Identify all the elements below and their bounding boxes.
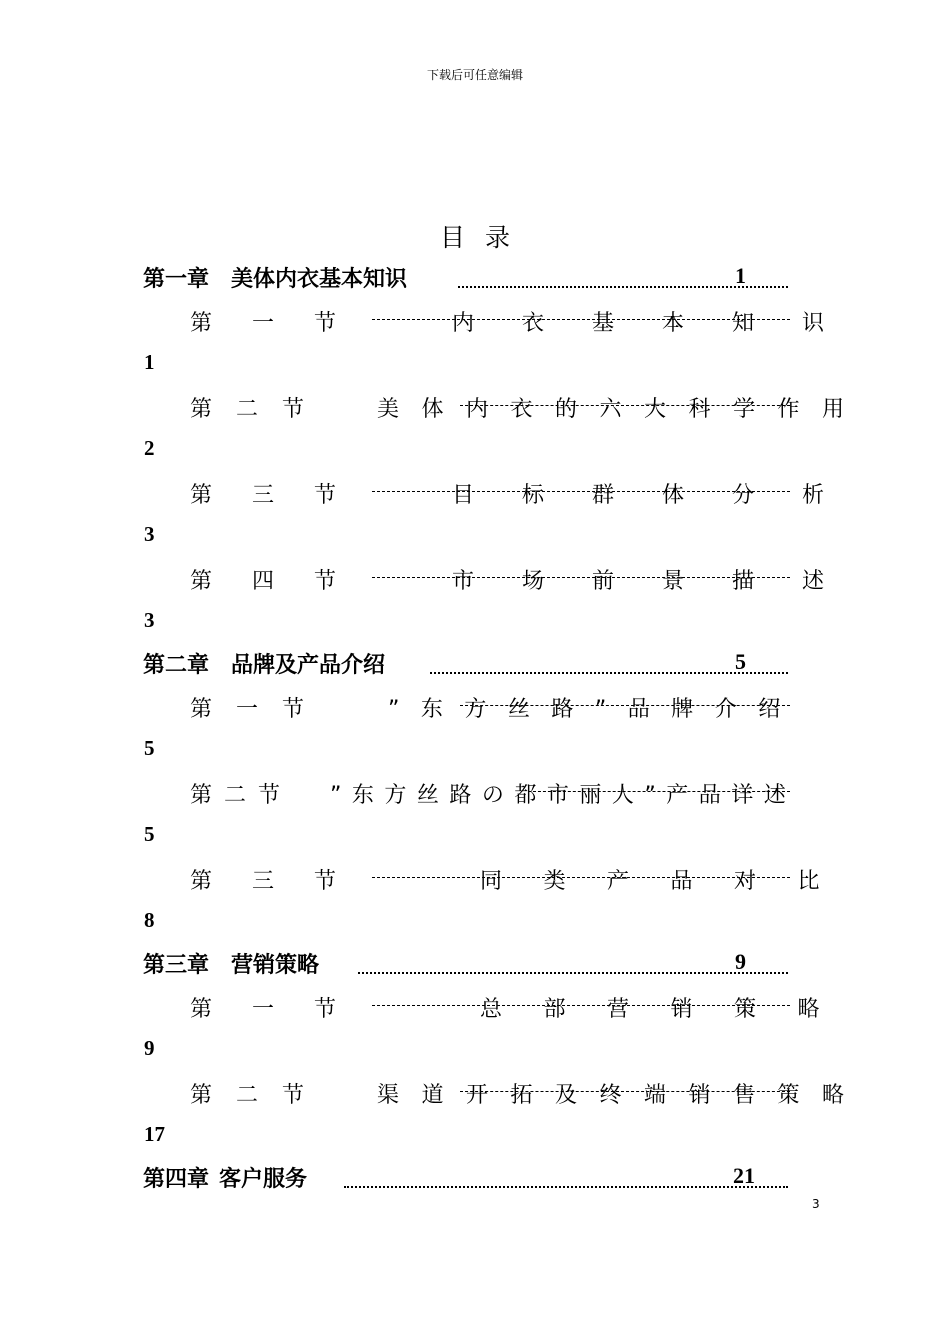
chapter-page-number: 21	[733, 1163, 755, 1188]
toc-section-label[interactable]: 第一节	[190, 697, 329, 722]
chapter-title: 美体内衣基本知识	[231, 267, 408, 292]
section-page-number: 8	[144, 908, 155, 932]
toc-section-label[interactable]: 第四节	[190, 569, 377, 594]
toc-section-label[interactable]: 第二节	[190, 783, 293, 808]
toc-section-title[interactable]: ”东方丝路”品牌介绍	[388, 697, 802, 722]
section-page-number: 5	[144, 822, 155, 846]
chapter-title: 客户服务	[219, 1167, 308, 1192]
toc-section-title[interactable]: 美体内衣的六大科学作用	[377, 397, 867, 422]
section-page-number: 9	[144, 1036, 155, 1060]
toc-section-title[interactable]: 同类产品对比	[480, 869, 862, 894]
toc-section-title[interactable]: 内衣基本知识	[452, 311, 873, 336]
toc-section-label[interactable]: 第二节	[190, 1083, 329, 1108]
toc-chapter[interactable]	[143, 948, 319, 979]
header-note: 下载后可任意编辑	[426, 68, 523, 82]
chapter-title: 营销策略	[231, 953, 320, 978]
chapter-page-number: 1	[735, 263, 746, 288]
toc-section-title[interactable]: 市场前景描述	[452, 569, 873, 594]
toc-section-label[interactable]: 第三节	[190, 483, 377, 508]
section-page-number: 3	[144, 522, 155, 546]
toc-section-label[interactable]: 第三节	[190, 869, 377, 894]
section-page-number: 3	[144, 608, 155, 632]
chapter-page-number: 9	[735, 949, 746, 974]
toc-chapter[interactable]	[143, 648, 385, 679]
toc-section-title[interactable]: ”东方丝路の都市丽人”产品详述	[330, 783, 797, 808]
chapter-label: 第一章	[143, 267, 210, 292]
toc-section-title[interactable]: 目标群体分析	[452, 483, 873, 508]
toc-section-label[interactable]: 第二节	[190, 397, 329, 422]
toc-section-title[interactable]: 总部营销策略	[480, 997, 862, 1022]
toc-section-label[interactable]: 第一节	[190, 997, 377, 1022]
toc-title: 目录	[439, 223, 530, 252]
page-number: 3	[812, 1197, 820, 1211]
toc-chapter[interactable]	[143, 1162, 307, 1193]
leader-dots	[344, 1186, 788, 1188]
chapter-page-number: 5	[735, 649, 746, 674]
leader-dots	[358, 972, 788, 974]
section-page-number: 2	[144, 436, 155, 460]
chapter-label: 第二章	[143, 653, 210, 678]
chapter-label: 第四章	[143, 1167, 210, 1192]
section-page-number: 17	[144, 1122, 165, 1146]
toc-section-title[interactable]: 渠道开拓及终端销售策略	[377, 1083, 867, 1108]
section-page-number: 5	[144, 736, 155, 760]
chapter-title: 品牌及产品介绍	[231, 653, 386, 678]
section-page-number: 1	[144, 350, 155, 374]
chapter-label: 第三章	[143, 953, 210, 978]
toc-section-label[interactable]: 第一节	[190, 311, 377, 336]
toc-chapter[interactable]	[143, 262, 407, 293]
